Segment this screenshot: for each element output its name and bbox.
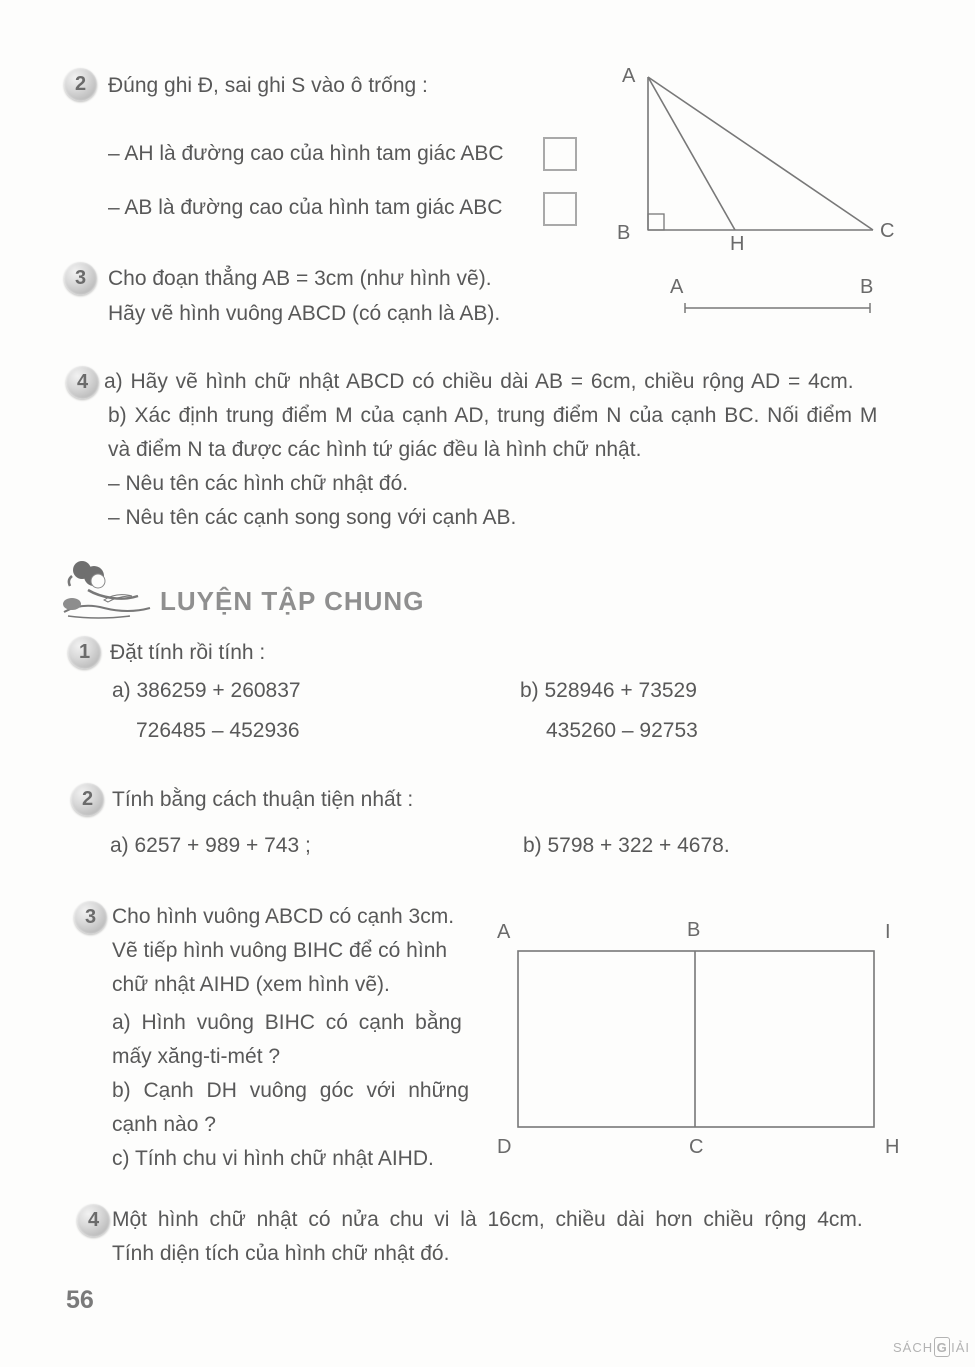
- practice-3-line-8: c) Tính chu vi hình chữ nhật AIHD.: [112, 1147, 434, 1170]
- sach-giai-watermark: [893, 1337, 970, 1357]
- practice-3-badge: 3: [74, 901, 107, 934]
- practice-3-line-1: Cho hình vuông ABCD có cạnh 3cm.: [112, 905, 455, 928]
- rect-vertex-d: D: [497, 1136, 512, 1158]
- rect-vertex-c: C: [689, 1136, 704, 1158]
- practice-3-line-6: b) Cạnh DH vuông góc với những: [112, 1079, 469, 1102]
- rect-vertex-b: B: [687, 919, 701, 941]
- triangle-vertex-b: B: [617, 222, 631, 244]
- triangle-vertex-a: A: [622, 65, 636, 87]
- practice-1-title: Đặt tính rồi tính :: [110, 641, 266, 664]
- watermark-text-pre: SÁCH: [893, 1339, 934, 1355]
- problem-3-badge: 3: [64, 262, 97, 295]
- rect-vertex-h: H: [885, 1136, 900, 1158]
- segment-ab-figure: [680, 300, 875, 316]
- practice-4-line-1: Một hình chữ nhật có nửa chu vi là 16cm, chiều dài hơn chiều rộng 4cm.: [112, 1208, 863, 1231]
- practice-4-line-2: Tính diện tích của hình chữ nhật đó.: [112, 1242, 450, 1265]
- problem-4-line-5: – Nêu tên các cạnh song song với cạnh AB.: [108, 506, 517, 529]
- rect-vertex-i: I: [885, 921, 891, 943]
- practice-3-line-7: cạnh nào ?: [112, 1113, 216, 1136]
- page-number: 56: [66, 1286, 94, 1314]
- problem-4-line-2: b) Xác định trung điểm M của cạnh AD, trung điểm N của cạnh BC. Nối điểm M: [108, 404, 878, 427]
- problem-4-line-1: a) Hãy vẽ hình chữ nhật ABCD có chiều dài AB = 6cm, chiều rộng AD = 4cm.: [104, 370, 854, 393]
- practice-4-badge: 4: [77, 1204, 110, 1237]
- practice-1-badge: 1: [68, 636, 101, 669]
- rectangle-aihd-figure: [517, 950, 875, 1128]
- practice-1-expr-a2: 726485 – 452936: [136, 719, 300, 742]
- practice-2-expr-b: b) 5798 + 322 + 4678.: [523, 834, 730, 857]
- right-angle-mark: [648, 214, 664, 230]
- practice-3-line-3: chữ nhật AIHD (xem hình vẽ).: [112, 973, 390, 996]
- studying-girl-icon: [58, 556, 158, 622]
- segment-point-a: A: [670, 276, 684, 298]
- problem-3-line-1: Cho đoạn thẳng AB = 3cm (như hình vẽ).: [108, 267, 492, 290]
- watermark-text-post: IẢI: [951, 1339, 971, 1355]
- practice-3-line-2: Vẽ tiếp hình vuông BIHC để có hình: [112, 939, 448, 962]
- problem-4-line-4: – Nêu tên các hình chữ nhật đó.: [108, 472, 409, 495]
- practice-3-line-4: a) Hình vuông BIHC có cạnh bằng: [112, 1011, 462, 1034]
- problem-2-statement-2: – AB là đường cao của hình tam giác ABC: [108, 196, 503, 219]
- problem-2-statement-1: – AH là đường cao của hình tam giác ABC: [108, 142, 504, 165]
- answer-box-1: [543, 137, 577, 171]
- watermark-logo-box: G: [934, 1337, 950, 1357]
- practice-2-title: Tính bằng cách thuận tiện nhất :: [112, 788, 414, 811]
- section-title: LUYỆN TẬP CHUNG: [160, 586, 425, 616]
- practice-1-expr-a1: a) 386259 + 260837: [112, 679, 301, 702]
- problem-2-badge: 2: [64, 68, 97, 101]
- practice-2-badge: 2: [71, 783, 104, 816]
- practice-1-expr-b1: b) 528946 + 73529: [520, 679, 697, 702]
- triangle-point-h: H: [730, 233, 745, 255]
- problem-3-line-2: Hãy vẽ hình vuông ABCD (có cạnh là AB).: [108, 302, 501, 325]
- practice-3-line-5: mấy xăng-ti-mét ?: [112, 1045, 281, 1068]
- practice-2-expr-a: a) 6257 + 989 + 743 ;: [110, 834, 311, 857]
- problem-4-line-3: và điểm N ta được các hình tứ giác đều là hình chữ nhật.: [108, 438, 642, 461]
- answer-box-2: [543, 192, 577, 226]
- segment-point-b: B: [860, 276, 874, 298]
- problem-4-badge: 4: [66, 366, 99, 399]
- triangle-figure: [615, 65, 915, 255]
- problem-2-title: Đúng ghi Đ, sai ghi S vào ô trống :: [108, 74, 428, 97]
- rect-vertex-a: A: [497, 921, 511, 943]
- triangle-vertex-c: C: [880, 220, 895, 242]
- practice-1-expr-b2: 435260 – 92753: [546, 719, 698, 742]
